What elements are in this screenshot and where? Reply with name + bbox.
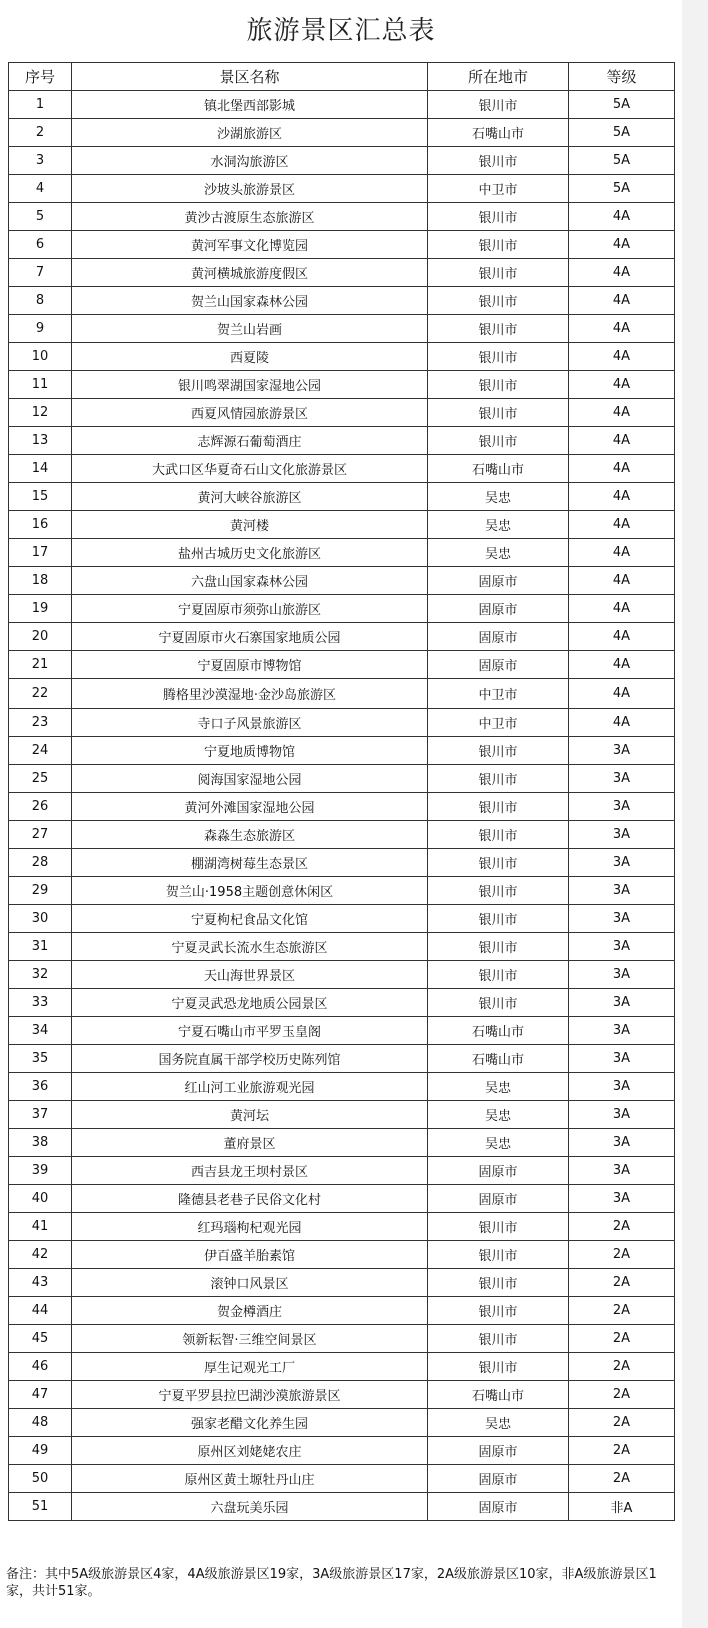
cell-name: 志辉源石葡萄酒庄 (72, 427, 428, 455)
cell-grade: 3A (569, 765, 675, 793)
cell-city: 银川市 (428, 989, 569, 1017)
cell-grade: 4A (569, 651, 675, 679)
cell-grade: 4A (569, 595, 675, 623)
cell-city: 银川市 (428, 821, 569, 849)
table-title: 旅游景区汇总表 (246, 16, 436, 46)
cell-city: 中卫市 (428, 709, 569, 737)
cell-city: 银川市 (428, 1213, 569, 1241)
cell-no: 24 (9, 737, 72, 765)
cell-grade: 4A (569, 709, 675, 737)
cell-city: 银川市 (428, 427, 569, 455)
cell-grade: 3A (569, 1185, 675, 1213)
header-no: 序号 (9, 63, 72, 91)
scenic-areas-table (8, 62, 675, 1521)
cell-grade: 3A (569, 933, 675, 961)
cell-name: 宁夏石嘴山市平罗玉皇阁 (72, 1017, 428, 1045)
cell-name: 宁夏地质博物馆 (72, 737, 428, 765)
cell-grade: 4A (569, 567, 675, 595)
cell-no: 10 (9, 343, 72, 371)
table-row (9, 119, 675, 147)
cell-name: 强家老醋文化养生园 (72, 1409, 428, 1437)
cell-name: 滚钟口风景区 (72, 1269, 428, 1297)
cell-no: 31 (9, 933, 72, 961)
table-row (9, 1045, 675, 1073)
cell-city: 银川市 (428, 287, 569, 315)
table-row (9, 371, 675, 399)
cell-no: 20 (9, 623, 72, 651)
cell-grade: 4A (569, 399, 675, 427)
cell-grade: 4A (569, 483, 675, 511)
cell-city: 中卫市 (428, 175, 569, 203)
cell-name: 黄河楼 (72, 511, 428, 539)
cell-no: 50 (9, 1465, 72, 1493)
cell-name: 宁夏固原市须弥山旅游区 (72, 595, 428, 623)
cell-grade: 3A (569, 849, 675, 877)
cell-name: 宁夏灵武长流水生态旅游区 (72, 933, 428, 961)
table-row (9, 1409, 675, 1437)
cell-name: 宁夏平罗县拉巴湖沙漠旅游景区 (72, 1381, 428, 1409)
cell-no: 17 (9, 539, 72, 567)
table-row (9, 1353, 675, 1381)
cell-name: 隆德县老巷子民俗文化村 (72, 1185, 428, 1213)
table-row (9, 651, 675, 679)
cell-grade: 3A (569, 961, 675, 989)
table-row (9, 91, 675, 119)
cell-no: 2 (9, 119, 72, 147)
cell-grade: 2A (569, 1269, 675, 1297)
cell-no: 12 (9, 399, 72, 427)
table-row (9, 1129, 675, 1157)
cell-grade: 5A (569, 91, 675, 119)
cell-name: 宁夏固原市博物馆 (72, 651, 428, 679)
cell-grade: 2A (569, 1213, 675, 1241)
cell-no: 39 (9, 1157, 72, 1185)
cell-name: 水洞沟旅游区 (72, 147, 428, 175)
cell-no: 27 (9, 821, 72, 849)
table-row (9, 315, 675, 343)
table-row (9, 567, 675, 595)
table-row (9, 1465, 675, 1493)
cell-name: 西夏陵 (72, 343, 428, 371)
cell-grade: 4A (569, 287, 675, 315)
cell-name: 沙湖旅游区 (72, 119, 428, 147)
cell-name: 六盘玩美乐园 (72, 1493, 428, 1521)
cell-city: 石嘴山市 (428, 455, 569, 483)
cell-city: 吴忠 (428, 1101, 569, 1129)
table-row (9, 737, 675, 765)
cell-name: 沙坡头旅游景区 (72, 175, 428, 203)
cell-name: 原州区刘姥姥农庄 (72, 1437, 428, 1465)
cell-city: 固原市 (428, 623, 569, 651)
cell-no: 1 (9, 91, 72, 119)
cell-name: 六盘山国家森林公园 (72, 567, 428, 595)
cell-city: 吴忠 (428, 1409, 569, 1437)
cell-name: 董府景区 (72, 1129, 428, 1157)
cell-no: 15 (9, 483, 72, 511)
cell-no: 46 (9, 1353, 72, 1381)
header-name: 景区名称 (72, 63, 428, 91)
cell-city: 银川市 (428, 399, 569, 427)
cell-city: 银川市 (428, 793, 569, 821)
cell-grade: 5A (569, 175, 675, 203)
cell-city: 中卫市 (428, 679, 569, 709)
cell-no: 22 (9, 679, 72, 709)
cell-grade: 4A (569, 511, 675, 539)
table-row (9, 147, 675, 175)
table-row (9, 1297, 675, 1325)
cell-no: 47 (9, 1381, 72, 1409)
table-row (9, 1073, 675, 1101)
table-row (9, 455, 675, 483)
cell-no: 38 (9, 1129, 72, 1157)
cell-name: 西夏风情园旅游景区 (72, 399, 428, 427)
table-row (9, 623, 675, 651)
cell-city: 银川市 (428, 933, 569, 961)
cell-grade: 3A (569, 1129, 675, 1157)
cell-no: 34 (9, 1017, 72, 1045)
cell-no: 4 (9, 175, 72, 203)
cell-no: 7 (9, 259, 72, 287)
cell-no: 28 (9, 849, 72, 877)
cell-name: 黄河坛 (72, 1101, 428, 1129)
header-row (9, 63, 675, 91)
table-row (9, 175, 675, 203)
cell-no: 5 (9, 203, 72, 231)
cell-city: 固原市 (428, 651, 569, 679)
cell-city: 吴忠 (428, 483, 569, 511)
cell-grade: 5A (569, 147, 675, 175)
cell-no: 16 (9, 511, 72, 539)
cell-grade: 2A (569, 1465, 675, 1493)
table-row (9, 1269, 675, 1297)
cell-name: 黄河军事文化博览园 (72, 231, 428, 259)
cell-city: 银川市 (428, 259, 569, 287)
cell-no: 51 (9, 1493, 72, 1521)
cell-name: 红山河工业旅游观光园 (72, 1073, 428, 1101)
table-row (9, 793, 675, 821)
cell-name: 厚生记观光工厂 (72, 1353, 428, 1381)
cell-no: 23 (9, 709, 72, 737)
table-row (9, 1017, 675, 1045)
cell-city: 银川市 (428, 849, 569, 877)
cell-no: 42 (9, 1241, 72, 1269)
cell-no: 6 (9, 231, 72, 259)
cell-grade: 3A (569, 1045, 675, 1073)
cell-city: 银川市 (428, 231, 569, 259)
cell-grade: 3A (569, 1073, 675, 1101)
header-grade: 等级 (569, 63, 675, 91)
cell-grade: 4A (569, 315, 675, 343)
cell-name: 寺口子风景旅游区 (72, 709, 428, 737)
cell-city: 固原市 (428, 1493, 569, 1521)
table-row (9, 1157, 675, 1185)
cell-name: 伊百盛羊胎素馆 (72, 1241, 428, 1269)
cell-city: 银川市 (428, 91, 569, 119)
cell-name: 原州区黄土塬牡丹山庄 (72, 1465, 428, 1493)
cell-grade: 2A (569, 1437, 675, 1465)
cell-city: 固原市 (428, 1157, 569, 1185)
cell-no: 13 (9, 427, 72, 455)
cell-city: 吴忠 (428, 1129, 569, 1157)
cell-name: 棚湖湾树莓生态景区 (72, 849, 428, 877)
cell-grade: 4A (569, 231, 675, 259)
table-row (9, 1493, 675, 1521)
cell-name: 红玛瑙枸杞观光园 (72, 1213, 428, 1241)
cell-name: 腾格里沙漠湿地·金沙岛旅游区 (72, 679, 428, 709)
table-row (9, 905, 675, 933)
table-row (9, 287, 675, 315)
cell-no: 18 (9, 567, 72, 595)
cell-grade: 2A (569, 1297, 675, 1325)
cell-no: 44 (9, 1297, 72, 1325)
cell-grade: 4A (569, 203, 675, 231)
cell-city: 银川市 (428, 315, 569, 343)
table-row (9, 231, 675, 259)
cell-city: 固原市 (428, 1437, 569, 1465)
cell-grade: 3A (569, 905, 675, 933)
cell-name: 阅海国家湿地公园 (72, 765, 428, 793)
cell-grade: 2A (569, 1381, 675, 1409)
cell-city: 银川市 (428, 1325, 569, 1353)
cell-city: 石嘴山市 (428, 1017, 569, 1045)
cell-name: 黄河外滩国家湿地公园 (72, 793, 428, 821)
cell-no: 19 (9, 595, 72, 623)
table-row (9, 539, 675, 567)
cell-grade: 3A (569, 1017, 675, 1045)
cell-name: 大武口区华夏奇石山文化旅游景区 (72, 455, 428, 483)
cell-city: 银川市 (428, 147, 569, 175)
header-city: 所在地市 (428, 63, 569, 91)
table-row (9, 595, 675, 623)
cell-name: 黄河横城旅游度假区 (72, 259, 428, 287)
cell-name: 国务院直属干部学校历史陈列馆 (72, 1045, 428, 1073)
table-row (9, 709, 675, 737)
cell-grade: 2A (569, 1409, 675, 1437)
cell-grade: 4A (569, 539, 675, 567)
cell-city: 石嘴山市 (428, 1381, 569, 1409)
cell-grade: 2A (569, 1353, 675, 1381)
table-row (9, 961, 675, 989)
cell-no: 26 (9, 793, 72, 821)
cell-name: 银川鸣翠湖国家湿地公园 (72, 371, 428, 399)
cell-city: 银川市 (428, 203, 569, 231)
cell-name: 黄沙古渡原生态旅游区 (72, 203, 428, 231)
table-row (9, 1101, 675, 1129)
cell-grade: 非A (569, 1493, 675, 1521)
table-row (9, 821, 675, 849)
cell-name: 镇北堡西部影城 (72, 91, 428, 119)
cell-grade: 3A (569, 737, 675, 765)
table-row (9, 203, 675, 231)
cell-city: 吴忠 (428, 539, 569, 567)
cell-city: 银川市 (428, 737, 569, 765)
cell-city: 石嘴山市 (428, 1045, 569, 1073)
cell-city: 银川市 (428, 371, 569, 399)
cell-name: 黄河大峡谷旅游区 (72, 483, 428, 511)
cell-no: 43 (9, 1269, 72, 1297)
cell-no: 14 (9, 455, 72, 483)
cell-grade: 4A (569, 623, 675, 651)
table-row (9, 1381, 675, 1409)
cell-no: 37 (9, 1101, 72, 1129)
cell-city: 银川市 (428, 1353, 569, 1381)
cell-grade: 4A (569, 427, 675, 455)
cell-no: 9 (9, 315, 72, 343)
cell-grade: 3A (569, 821, 675, 849)
cell-no: 21 (9, 651, 72, 679)
cell-no: 49 (9, 1437, 72, 1465)
cell-city: 银川市 (428, 1269, 569, 1297)
cell-grade: 3A (569, 1101, 675, 1129)
cell-name: 宁夏固原市火石寨国家地质公园 (72, 623, 428, 651)
table-row (9, 483, 675, 511)
cell-no: 41 (9, 1213, 72, 1241)
cell-no: 45 (9, 1325, 72, 1353)
cell-name: 天山海世界景区 (72, 961, 428, 989)
cell-no: 36 (9, 1073, 72, 1101)
table-row (9, 1185, 675, 1213)
cell-grade: 3A (569, 793, 675, 821)
cell-grade: 4A (569, 343, 675, 371)
cell-grade: 4A (569, 371, 675, 399)
table-row (9, 343, 675, 371)
cell-no: 33 (9, 989, 72, 1017)
cell-name: 宁夏灵武恐龙地质公园景区 (72, 989, 428, 1017)
cell-name: 宁夏枸杞食品文化馆 (72, 905, 428, 933)
table-row (9, 933, 675, 961)
table-row (9, 1241, 675, 1269)
table-row (9, 849, 675, 877)
cell-city: 银川市 (428, 877, 569, 905)
cell-city: 固原市 (428, 1185, 569, 1213)
table-row (9, 1213, 675, 1241)
cell-no: 3 (9, 147, 72, 175)
cell-name: 贺兰山岩画 (72, 315, 428, 343)
cell-no: 40 (9, 1185, 72, 1213)
cell-city: 银川市 (428, 1297, 569, 1325)
cell-name: 领新耘智·三维空间景区 (72, 1325, 428, 1353)
cell-grade: 2A (569, 1241, 675, 1269)
cell-no: 35 (9, 1045, 72, 1073)
cell-grade: 4A (569, 455, 675, 483)
cell-no: 30 (9, 905, 72, 933)
cell-city: 固原市 (428, 567, 569, 595)
table-row (9, 1325, 675, 1353)
cell-city: 吴忠 (428, 1073, 569, 1101)
cell-grade: 2A (569, 1325, 675, 1353)
cell-city: 固原市 (428, 595, 569, 623)
cell-grade: 3A (569, 989, 675, 1017)
cell-name: 贺金樽酒庄 (72, 1297, 428, 1325)
cell-no: 11 (9, 371, 72, 399)
cell-name: 贺兰山·1958主题创意休闲区 (72, 877, 428, 905)
cell-grade: 5A (569, 119, 675, 147)
cell-name: 盐州古城历史文化旅游区 (72, 539, 428, 567)
cell-name: 贺兰山国家森林公园 (72, 287, 428, 315)
table-row (9, 989, 675, 1017)
cell-name: 西吉县龙王坝村景区 (72, 1157, 428, 1185)
cell-city: 银川市 (428, 961, 569, 989)
table-body (9, 91, 675, 1521)
table-row (9, 679, 675, 709)
cell-city: 银川市 (428, 765, 569, 793)
table-row (9, 399, 675, 427)
cell-city: 固原市 (428, 1465, 569, 1493)
cell-no: 32 (9, 961, 72, 989)
cell-no: 48 (9, 1409, 72, 1437)
cell-grade: 4A (569, 259, 675, 287)
cell-city: 银川市 (428, 1241, 569, 1269)
cell-grade: 3A (569, 877, 675, 905)
cell-grade: 3A (569, 1157, 675, 1185)
table-row (9, 765, 675, 793)
table-row (9, 511, 675, 539)
table-row (9, 877, 675, 905)
cell-no: 29 (9, 877, 72, 905)
cell-city: 银川市 (428, 343, 569, 371)
cell-city: 银川市 (428, 905, 569, 933)
cell-name: 森淼生态旅游区 (72, 821, 428, 849)
footnote: 备注：其中5A级旅游景区4家，4A级旅游景区19家，3A级旅游景区17家，2A级旅游景区10家，非A级旅游景区1家，共计51家。 (6, 1567, 657, 1599)
cell-grade: 4A (569, 679, 675, 709)
table-row (9, 427, 675, 455)
table-row (9, 259, 675, 287)
cell-city: 石嘴山市 (428, 119, 569, 147)
table-row (9, 1437, 675, 1465)
cell-no: 25 (9, 765, 72, 793)
cell-city: 吴忠 (428, 511, 569, 539)
cell-no: 8 (9, 287, 72, 315)
